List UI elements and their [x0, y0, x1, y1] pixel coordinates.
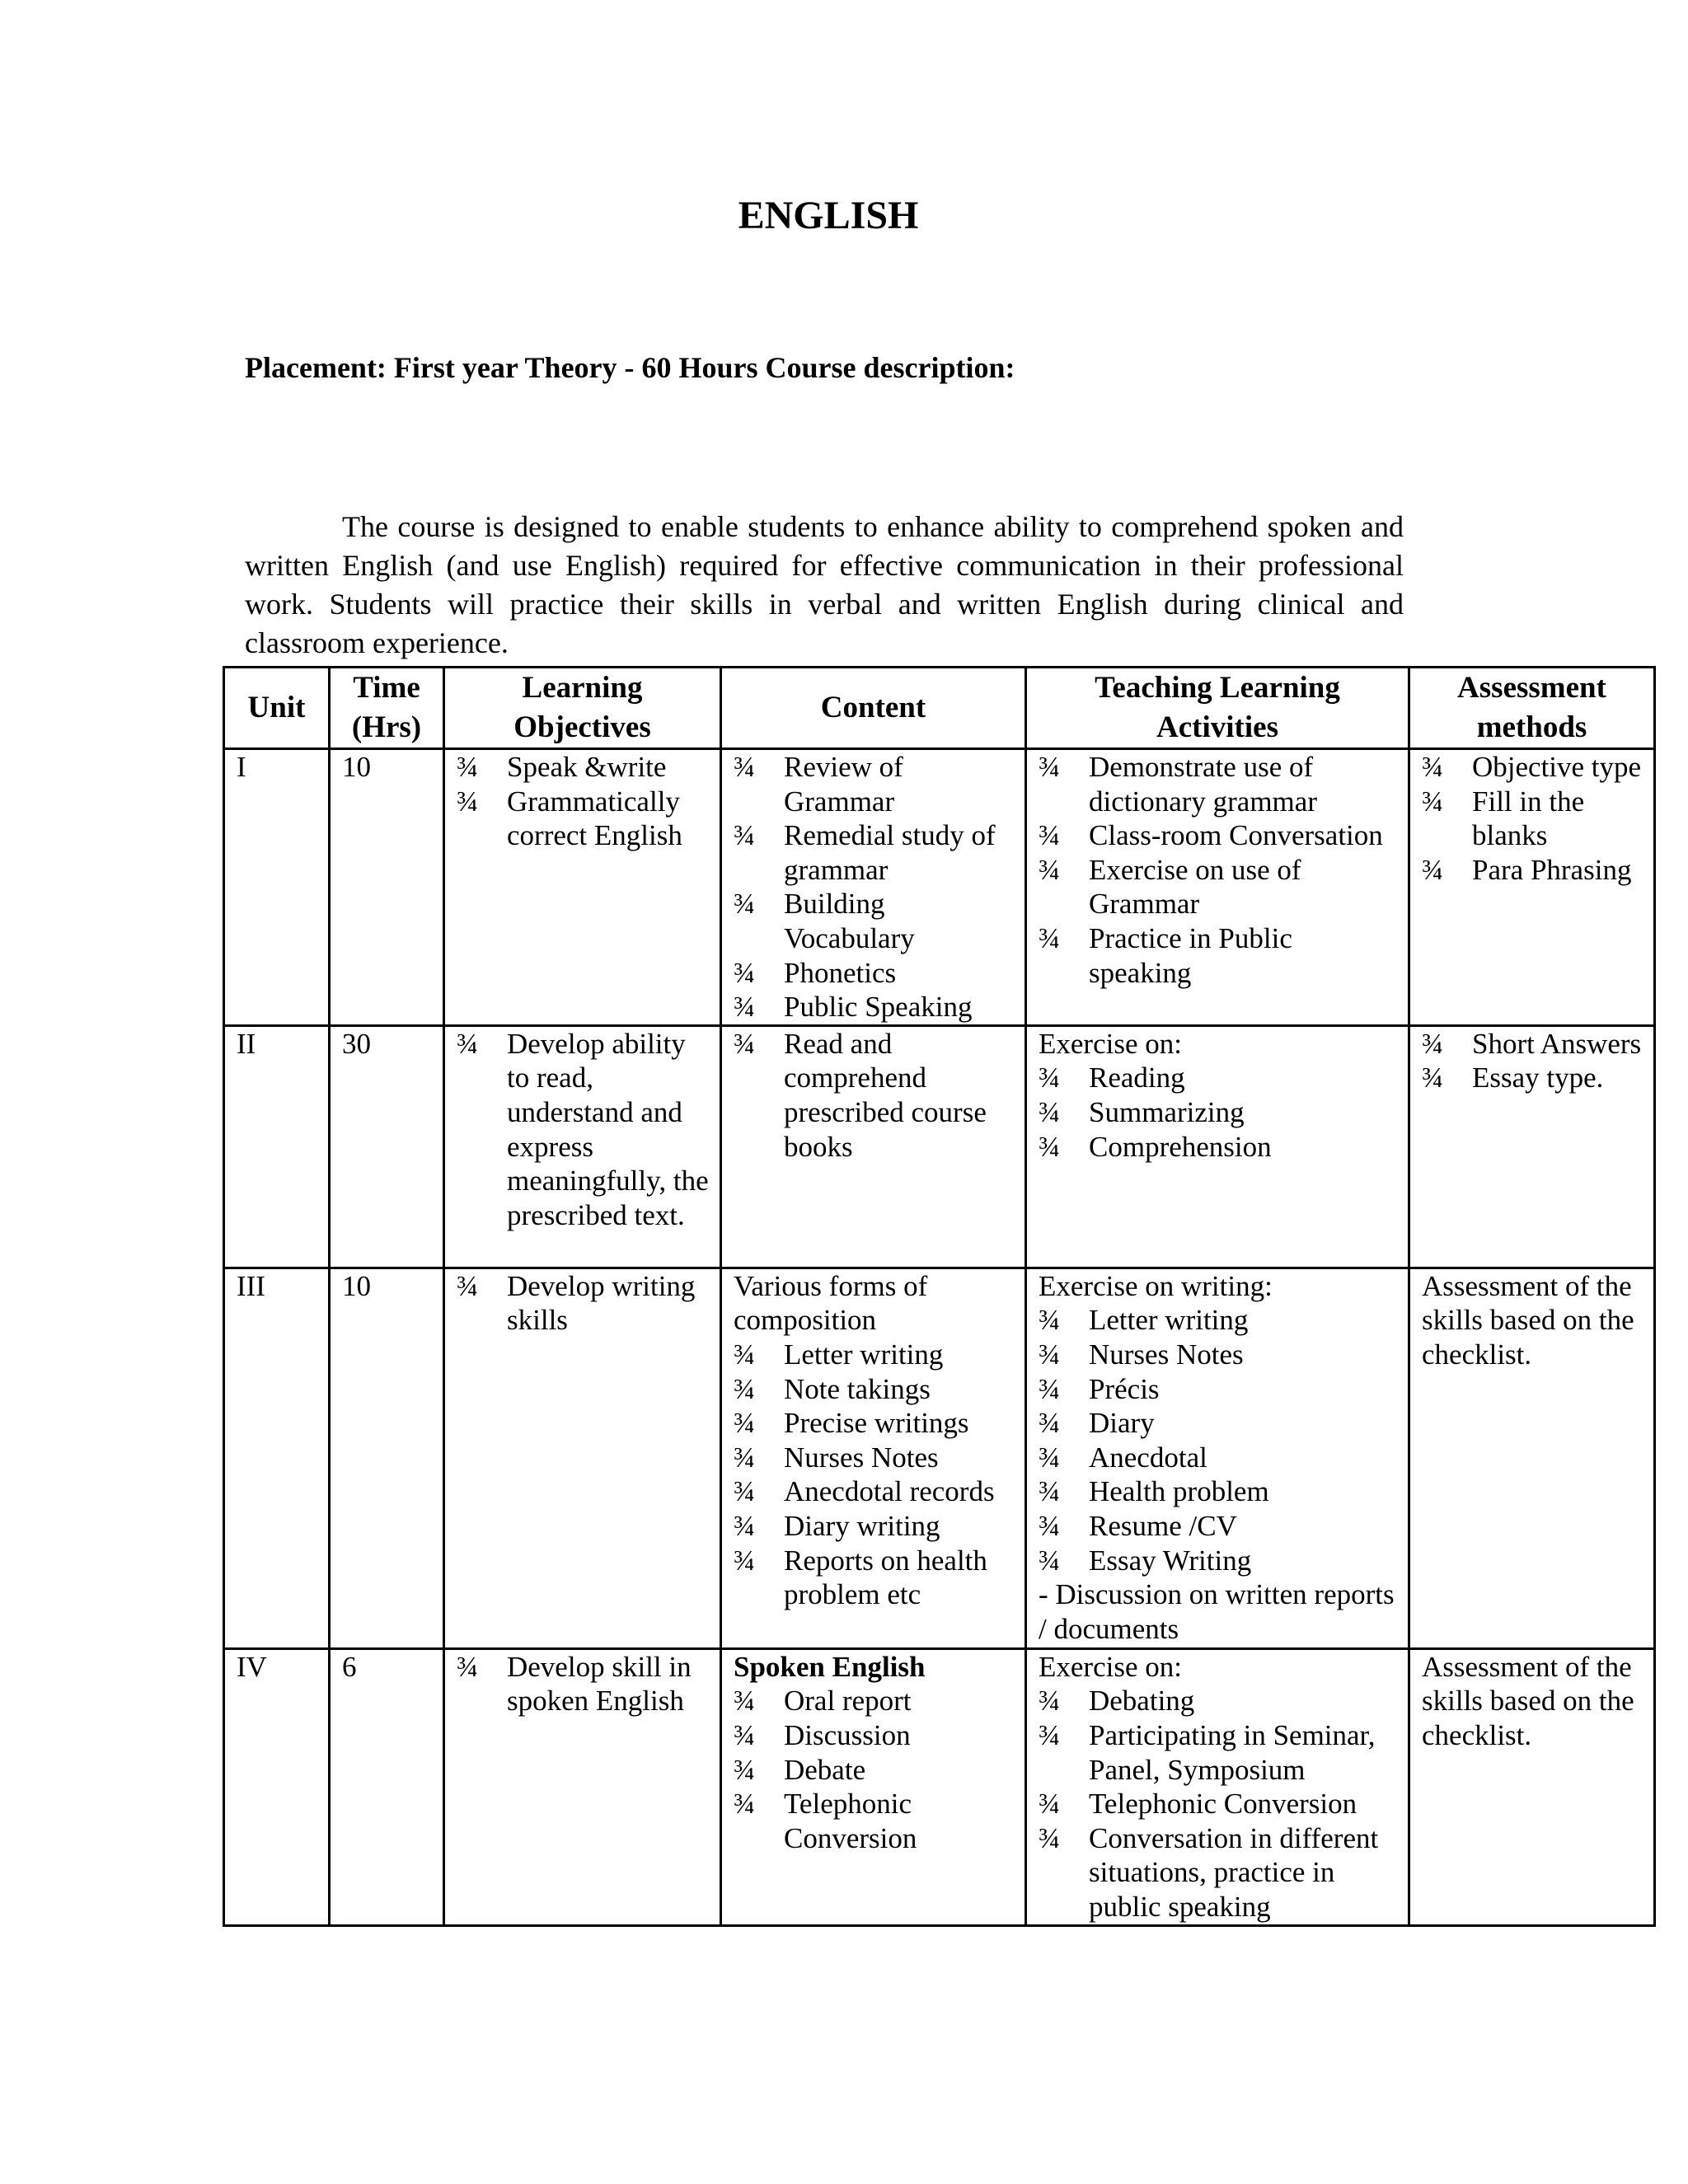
list-item — [457, 750, 711, 785]
list-item-text: Public Speaking — [784, 991, 973, 1024]
bullet-mark: ¾ — [734, 1509, 756, 1542]
list-item — [734, 887, 1016, 955]
bullet-mark: ¾ — [1422, 1062, 1444, 1094]
activities-intro: Exercise on: — [1039, 1650, 1182, 1683]
list-item — [734, 1338, 1016, 1372]
bullet-mark: ¾ — [1039, 1821, 1061, 1854]
list-item-text: Précis — [1089, 1372, 1160, 1405]
objectives-list — [457, 1650, 711, 1718]
bullet-mark: ¾ — [1039, 819, 1061, 852]
header-assessment: Assessment methods — [1409, 668, 1655, 749]
content-cell — [721, 1268, 1026, 1648]
list-item-text: Nurses Notes — [1089, 1338, 1244, 1371]
list-item — [734, 1441, 1016, 1475]
bullet-mark: ¾ — [1039, 1372, 1061, 1405]
unit-cell: IV — [224, 1648, 330, 1925]
list-item — [457, 1650, 711, 1718]
list-item-text: Letter writing — [1089, 1304, 1249, 1337]
list-item — [1422, 1061, 1645, 1095]
list-item-text: Review of Grammar — [784, 751, 903, 818]
list-item — [1422, 750, 1645, 785]
assessment-text: Assessment of the skills based on the checklist. — [1422, 1269, 1634, 1371]
bullet-mark: ¾ — [457, 1269, 479, 1302]
list-item — [734, 750, 1016, 818]
list-item-text: Participating in Seminar, Panel, Symposium — [1089, 1718, 1376, 1786]
content-list — [734, 1684, 1016, 1855]
bullet-mark: ¾ — [1039, 1475, 1061, 1508]
list-item — [734, 956, 1016, 991]
bullet-mark: ¾ — [1422, 1027, 1444, 1060]
bullet-mark: ¾ — [1039, 1130, 1061, 1163]
bullet-mark: ¾ — [734, 1718, 756, 1751]
list-item — [734, 1372, 1016, 1407]
objectives-cell — [444, 1025, 721, 1268]
list-item — [1039, 1441, 1400, 1475]
bullet-mark: ¾ — [1039, 1718, 1061, 1751]
bullet-mark: ¾ — [734, 1685, 756, 1718]
activities-cell — [1026, 1648, 1409, 1925]
objectives-cell — [444, 1268, 721, 1648]
list-item — [1039, 1787, 1400, 1821]
placement-heading: Placement: First year Theory - 60 Hours Course description: — [245, 351, 1015, 384]
bullet-mark: ¾ — [1422, 785, 1444, 818]
assessment-list — [1422, 750, 1645, 887]
list-item-text: Debate — [784, 1753, 866, 1786]
list-item — [1039, 818, 1400, 853]
bullet-mark: ¾ — [734, 819, 756, 852]
bullet-mark: ¾ — [734, 751, 756, 783]
list-item-text: Essay Writing — [1089, 1544, 1252, 1577]
list-item-text: Building Vocabulary — [784, 888, 915, 954]
activities-cell — [1026, 1268, 1409, 1648]
bullet-mark: ¾ — [1039, 1441, 1061, 1474]
header-unit: Unit — [224, 668, 330, 749]
list-item — [1039, 1338, 1400, 1372]
list-item — [1039, 853, 1400, 921]
list-item-text: Develop skill in spoken English — [507, 1650, 692, 1718]
list-item-text: Diary — [1089, 1407, 1155, 1440]
list-item-text: Demonstrate use of dictionary grammar — [1089, 751, 1317, 818]
list-item — [734, 1544, 1016, 1612]
list-item-text: Note takings — [784, 1372, 931, 1405]
list-item-text: Short Answers — [1472, 1027, 1642, 1060]
bullet-mark: ¾ — [457, 751, 479, 783]
list-item — [457, 1269, 711, 1338]
bullet-mark: ¾ — [1039, 1509, 1061, 1542]
activities-list — [1039, 1684, 1400, 1924]
bullet-mark: ¾ — [734, 1027, 756, 1060]
list-item-text: Para Phrasing — [1472, 853, 1632, 886]
list-item-text: Telephonic Conversion — [784, 1788, 917, 1854]
bullet-mark: ¾ — [734, 1475, 756, 1508]
bullet-mark: ¾ — [1039, 1544, 1061, 1577]
content-list — [734, 750, 1016, 1024]
list-item — [1039, 1684, 1400, 1718]
list-item-text: Fill in the blanks — [1472, 785, 1585, 852]
list-item — [734, 1509, 1016, 1544]
list-item-text: Nurses Notes — [784, 1441, 939, 1474]
list-item — [1039, 921, 1400, 990]
list-item-text: Letter writing — [784, 1338, 944, 1371]
objectives-cell — [444, 1648, 721, 1925]
list-item-text: Exercise on use of Grammar — [1089, 853, 1301, 921]
list-item-text: Diary writing — [784, 1509, 940, 1542]
list-item-text: Resume /CV — [1089, 1509, 1237, 1542]
bullet-mark: ¾ — [1039, 853, 1061, 886]
header-time: Time (Hrs) — [330, 668, 444, 749]
activities-intro: Exercise on: — [1039, 1027, 1182, 1060]
list-item — [457, 1027, 711, 1233]
time-cell: 10 — [330, 749, 444, 1026]
list-item-text: Speak &write — [507, 751, 667, 783]
header-objectives: Learning Objectives — [444, 668, 721, 749]
list-item-text: Anecdotal records — [784, 1475, 995, 1508]
bullet-mark: ¾ — [734, 1407, 756, 1440]
bullet-mark: ¾ — [734, 1788, 756, 1821]
activities-outro: - Discussion on written reports / documents — [1039, 1578, 1395, 1645]
bullet-mark: ¾ — [734, 1544, 756, 1577]
list-item-text: Precise writings — [784, 1407, 969, 1440]
list-item — [1039, 750, 1400, 818]
objectives-list — [457, 750, 711, 853]
bullet-mark: ¾ — [457, 1027, 479, 1060]
list-item — [457, 785, 711, 853]
list-item — [734, 1718, 1016, 1753]
bullet-mark: ¾ — [1422, 853, 1444, 886]
list-item-text: Phonetics — [784, 956, 897, 989]
list-item — [1422, 1027, 1645, 1062]
list-item — [734, 1684, 1016, 1718]
list-item-text: Telephonic Conversion — [1089, 1788, 1357, 1821]
list-item-text: Reading — [1089, 1062, 1185, 1094]
table-row — [224, 1268, 1655, 1648]
list-item — [1039, 1061, 1400, 1095]
list-item — [734, 1027, 1016, 1164]
bullet-mark: ¾ — [734, 991, 756, 1024]
bullet-mark: ¾ — [1039, 751, 1061, 783]
assessment-text: Assessment of the skills based on the checklist. — [1422, 1650, 1634, 1751]
list-item — [734, 1753, 1016, 1788]
content-cell — [721, 1648, 1026, 1925]
assessment-cell — [1409, 1648, 1655, 1925]
activities-list — [1039, 1061, 1400, 1164]
list-item-text: Essay type. — [1472, 1062, 1604, 1094]
assessment-list — [1422, 1027, 1645, 1095]
list-item-text: Health problem — [1089, 1475, 1269, 1508]
bullet-mark: ¾ — [1039, 1685, 1061, 1718]
list-item — [1039, 1130, 1400, 1165]
content-intro: Various forms of composition — [734, 1269, 928, 1337]
list-item — [1422, 785, 1645, 853]
bullet-mark: ¾ — [734, 1441, 756, 1474]
list-item — [734, 1474, 1016, 1509]
list-item — [734, 1406, 1016, 1441]
bullet-mark: ¾ — [1039, 1062, 1061, 1094]
assessment-cell — [1409, 749, 1655, 1026]
activities-list — [1039, 750, 1400, 990]
content-heading: Spoken English — [734, 1650, 926, 1683]
bullet-mark: ¾ — [457, 785, 479, 818]
bullet-mark: ¾ — [1039, 921, 1061, 954]
table-row — [224, 1025, 1655, 1268]
course-description: The course is designed to enable students to enhance ability to comprehend spoken and written English (and use English) required for effective communication in their professional work. Students will practice their skills in verbal and written English during clinical and classroom experience. — [245, 510, 1404, 659]
list-item-text: Objective type — [1472, 751, 1642, 783]
bullet-mark: ¾ — [457, 1650, 479, 1683]
list-item — [734, 1787, 1016, 1855]
list-item-text: Comprehension — [1089, 1130, 1272, 1163]
table-header-row — [224, 668, 1655, 749]
bullet-mark: ¾ — [734, 956, 756, 989]
list-item-text: Practice in Public speaking — [1089, 921, 1292, 989]
activities-cell — [1026, 1025, 1409, 1268]
list-item — [1039, 1544, 1400, 1578]
time-cell: 6 — [330, 1648, 444, 1925]
list-item-text: Debating — [1089, 1685, 1195, 1718]
content-cell — [721, 1025, 1026, 1268]
list-item-text: Remedial study of grammar — [784, 819, 996, 886]
list-item-text: Reports on health problem etc — [784, 1544, 987, 1611]
bullet-mark: ¾ — [734, 1338, 756, 1371]
activities-list — [1039, 1303, 1400, 1577]
list-item — [1039, 1303, 1400, 1338]
activities-intro: Exercise on writing: — [1039, 1269, 1273, 1302]
list-item-text: Conversation in different situations, practice in public speaking — [1089, 1821, 1379, 1923]
bullet-mark: ¾ — [734, 1372, 756, 1405]
objectives-list — [457, 1269, 711, 1338]
bullet-mark: ¾ — [1039, 1095, 1061, 1128]
table-row — [224, 1648, 1655, 1925]
time-cell: 10 — [330, 1268, 444, 1648]
list-item-text: Develop writing skills — [507, 1269, 696, 1337]
list-item — [1039, 1095, 1400, 1130]
list-item — [1039, 1474, 1400, 1509]
unit-cell: II — [224, 1025, 330, 1268]
unit-cell: I — [224, 749, 330, 1026]
syllabus-table — [223, 666, 1656, 1927]
bullet-mark: ¾ — [1039, 1304, 1061, 1337]
list-item-text: Oral report — [784, 1685, 912, 1718]
assessment-cell — [1409, 1268, 1655, 1648]
objectives-cell — [444, 749, 721, 1026]
list-item — [1422, 853, 1645, 888]
list-item-text: Read and comprehend prescribed course books — [784, 1027, 987, 1163]
bullet-mark: ¾ — [734, 1753, 756, 1786]
objectives-list — [457, 1027, 711, 1233]
bullet-mark: ¾ — [734, 888, 756, 921]
list-item — [1039, 1821, 1400, 1924]
list-item — [734, 818, 1016, 887]
header-activities: Teaching Learning Activities — [1026, 668, 1409, 749]
list-item — [1039, 1372, 1400, 1407]
list-item-text: Anecdotal — [1089, 1441, 1207, 1474]
page-title: ENGLISH — [738, 194, 919, 237]
list-item — [734, 990, 1016, 1024]
bullet-mark: ¾ — [1039, 1338, 1061, 1371]
assessment-cell — [1409, 1025, 1655, 1268]
bullet-mark: ¾ — [1039, 1407, 1061, 1440]
unit-cell: III — [224, 1268, 330, 1648]
list-item-text: Discussion — [784, 1718, 911, 1751]
content-list — [734, 1027, 1016, 1164]
bullet-mark: ¾ — [1422, 751, 1444, 783]
content-list — [734, 1338, 1016, 1612]
table-row — [224, 749, 1655, 1026]
list-item-text: Class-room Conversation — [1089, 819, 1383, 852]
list-item — [1039, 1406, 1400, 1441]
list-item — [1039, 1718, 1400, 1787]
list-item-text: Grammatically correct English — [507, 785, 682, 852]
bullet-mark: ¾ — [1039, 1788, 1061, 1821]
list-item-text: Summarizing — [1089, 1095, 1245, 1128]
list-item-text: Develop ability to read, understand and express meaningfully, the prescribed text. — [507, 1027, 709, 1231]
header-content: Content — [721, 668, 1026, 749]
content-cell — [721, 749, 1026, 1026]
list-item — [1039, 1509, 1400, 1544]
activities-cell — [1026, 749, 1409, 1026]
time-cell: 30 — [330, 1025, 444, 1268]
